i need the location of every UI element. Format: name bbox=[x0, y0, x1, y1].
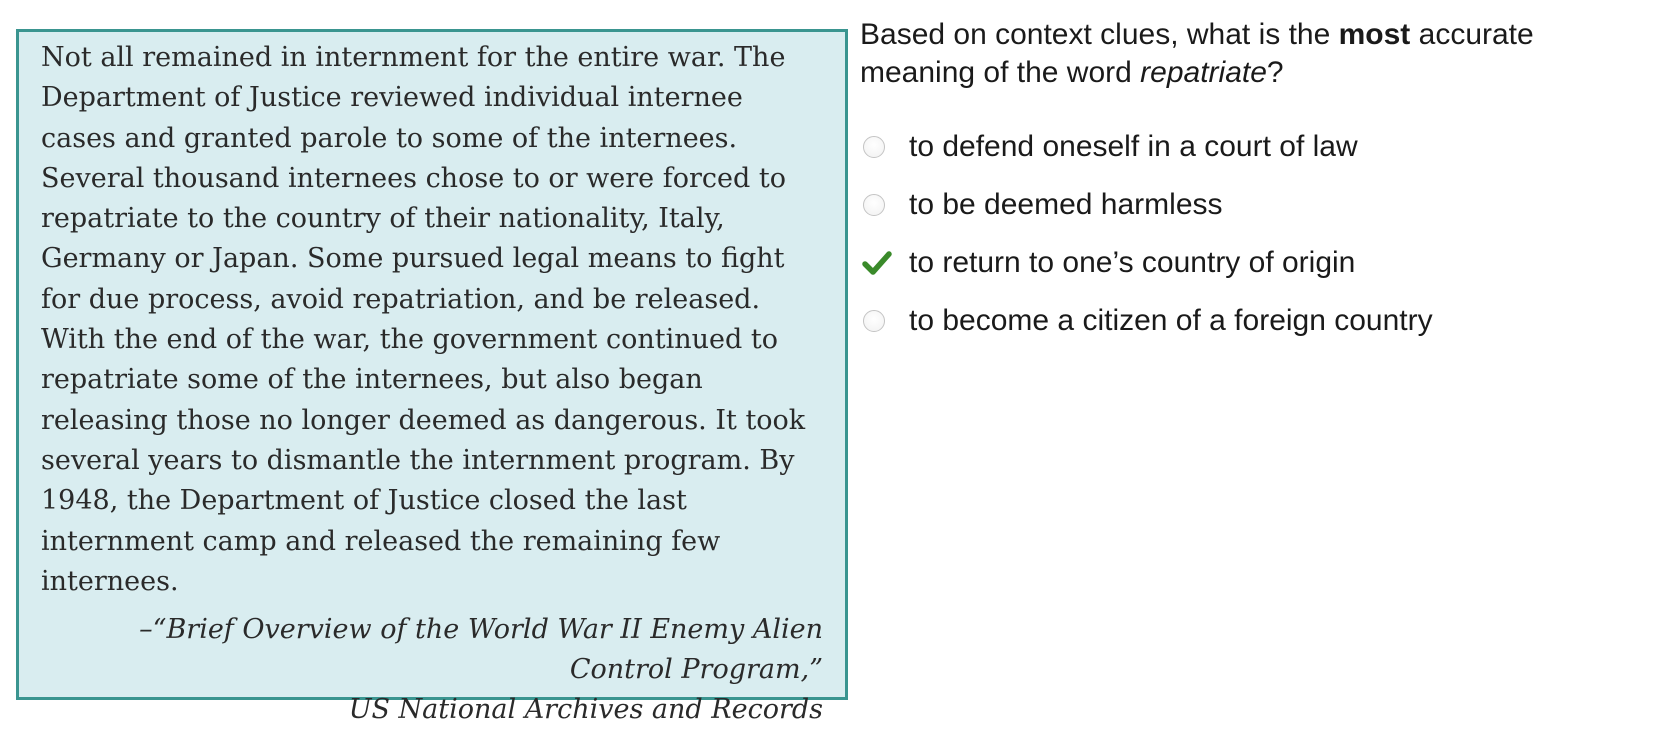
answer-option-label: to become a citizen of a foreign country bbox=[909, 304, 1433, 337]
radio-icon[interactable] bbox=[863, 136, 885, 158]
question-italic: repatriate bbox=[1140, 56, 1267, 89]
answer-option-1[interactable] bbox=[860, 118, 1650, 176]
question-part-3: ? bbox=[1266, 56, 1284, 89]
radio-icon[interactable] bbox=[863, 310, 885, 332]
citation-line-3: US National Archives and Records bbox=[348, 694, 823, 726]
answer-option-2[interactable] bbox=[860, 176, 1650, 234]
answer-option-4[interactable] bbox=[860, 292, 1650, 350]
answer-option-label: to defend oneself in a court of law bbox=[909, 130, 1358, 163]
citation-line-2: Control Program,” bbox=[569, 654, 823, 686]
question-part-1: Based on context clues, what is the bbox=[860, 18, 1339, 51]
answer-option-3[interactable] bbox=[860, 234, 1650, 292]
question-prompt bbox=[860, 16, 1650, 92]
answer-option-label: to return to one’s country of origin bbox=[909, 246, 1356, 279]
question-bold: most bbox=[1338, 18, 1411, 51]
radio-icon[interactable] bbox=[863, 194, 885, 216]
answer-options bbox=[860, 118, 1650, 350]
checkmark-icon[interactable] bbox=[862, 249, 892, 277]
answer-option-label: to be deemed harmless bbox=[909, 188, 1223, 221]
passage-text: Not all remained in internment for the entire war. The Department of Justice reviewed individual internee cases and granted parole to some of the internees. Several thousand internees chose to or were forced to repatriate to the country of their nationality, Italy, Germany or Japan. Some pursued legal means to fight for due process, avoid repatriation, and be released. With the end of the war, the government continued to repatriate some of the internees, but also began releasing those no longer deemed as dangerous. It took several years to dismantle the internment program. By 1948, the Department of Justice closed the last internment camp and released the remaining few internees. bbox=[41, 42, 806, 597]
passage-box bbox=[16, 29, 848, 726]
question-part-2: accurate meaning of the word bbox=[860, 18, 1534, 89]
citation bbox=[41, 610, 823, 730]
citation-line-1: –“Brief Overview of the World War II Enemy Alien bbox=[139, 614, 823, 646]
